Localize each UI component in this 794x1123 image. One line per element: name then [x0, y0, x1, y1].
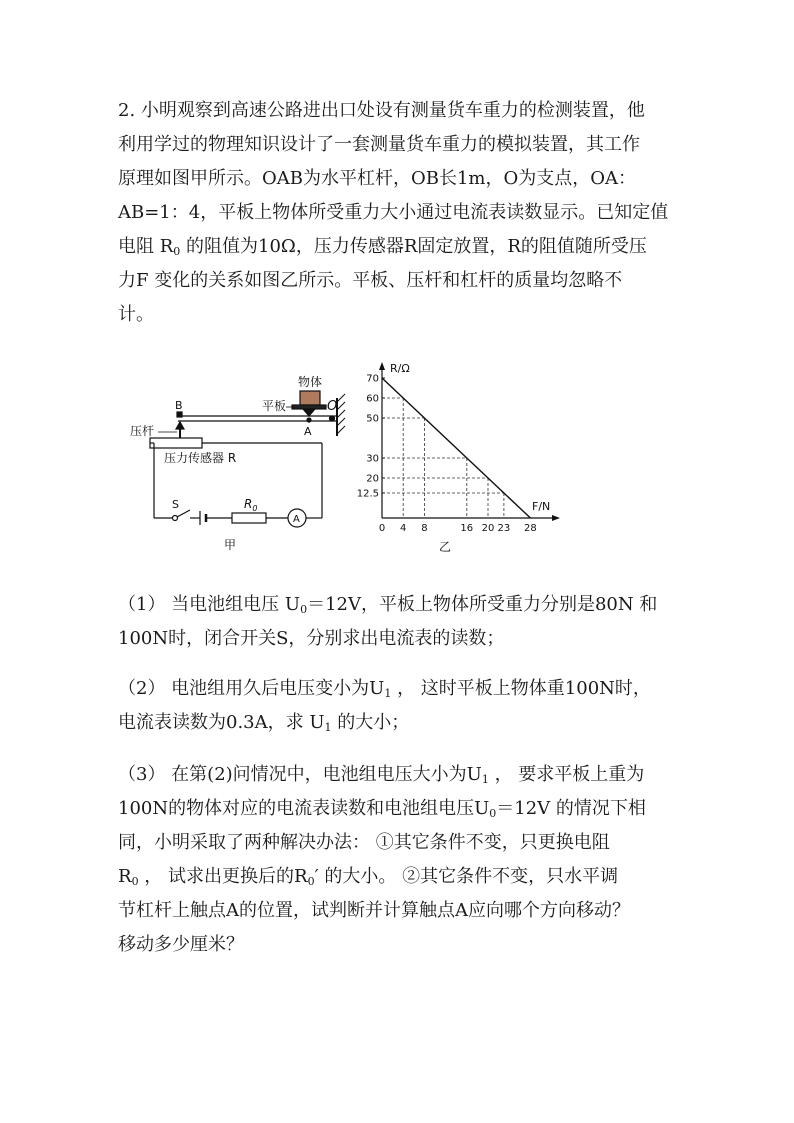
sensor-label: 压力传感器 R [164, 451, 237, 465]
question-line: 100N的物体对应的电流表读数和电池组电压$U_0=12V$ 的情况下相 [118, 798, 646, 820]
intro-line: 计。 [118, 304, 154, 325]
question-line: 电流表读数为0.3A，求 $U_1$ 的大小； [118, 712, 410, 734]
contact-a [303, 409, 315, 416]
intro-line: 力F 变化的关系如图乙所示。平板、压杆和杠杆的质量均忽略不 [118, 270, 623, 291]
figure [120, 360, 580, 560]
x-tick-label: 0 [378, 523, 386, 534]
y-tick-label: 70 [366, 373, 379, 385]
x-tick-label: 20 [481, 523, 495, 534]
caption-jia: 甲 [224, 538, 237, 552]
question-line: $R_0$ ， 试求出更换后的$R_0'$ 的大小。 ②其它条件不变，只水平调 [118, 866, 619, 888]
y-axis-arrow [379, 362, 385, 370]
problem-intro [118, 94, 688, 332]
y-tick-label: 12.5 [356, 488, 379, 500]
point-b-marker [177, 412, 182, 417]
point-a-label: A [304, 425, 312, 438]
y-tick-label: 50 [366, 413, 379, 425]
point-o-label: O [327, 399, 338, 414]
ammeter-label: A [293, 514, 300, 525]
point-b-label: B [175, 399, 183, 412]
x-tick-label: 8 [421, 523, 428, 534]
y-tick-label: 60 [366, 393, 379, 405]
object-block [300, 391, 320, 405]
x-axis-arrow [552, 515, 560, 521]
question-line: 同，小明采取了两种解决办法： ①其它条件不变，只更换电阻 [118, 832, 610, 853]
x-tick-label: 23 [497, 523, 511, 534]
question-line: （2） 电池组用久后电压变小为$U_1$ ， 这时平板上物体重100N时， [118, 678, 651, 700]
resistor-r0 [232, 513, 266, 523]
y-tick-label: 20 [366, 473, 379, 485]
pressure-sensor [150, 438, 202, 448]
point-a-dot [307, 418, 311, 422]
intro-line: AB=1：4，平板上物体所受重力大小通过电流表读数显示。已知定值 [118, 202, 669, 223]
switch-blade [177, 510, 190, 517]
plate-label: 平板 [262, 399, 287, 413]
intro-line: 利用学过的物理知识设计了一套测量货车重力的模拟装置，其工作 [118, 134, 640, 155]
rod-arrow [176, 422, 184, 429]
question-line: （1） 当电池组电压 $U_0=12V$，平板上物体所受重力分别是80N 和 [118, 594, 658, 616]
question-line: 移动多少厘米？ [118, 934, 244, 955]
switch-label: S [172, 498, 179, 511]
wall-hatch [337, 394, 345, 434]
y-axis-label: R/Ω [390, 362, 410, 375]
pivot-o [330, 416, 335, 421]
rod-label: 压杆 [130, 424, 155, 438]
object-label: 物体 [298, 375, 323, 389]
question-3 [118, 758, 688, 962]
intro-line: 电阻 $R_0$ 的阻值为10Ω，压力传感器R固定放置，R的阻值随所受压 [118, 236, 647, 258]
x-tick-label: 28 [524, 523, 537, 534]
x-axis-label: F/N [532, 500, 551, 513]
intro-line: 原理如图甲所示。OAB为水平杠杆，OB长1m，O为支点，OA： [118, 168, 636, 189]
x-tick-label: 16 [460, 523, 474, 534]
intro-line: 2. 小明观察到高速公路进出口处设有测量货车重力的检测装置，他 [118, 100, 645, 121]
resistor-label: $R_0$ [244, 497, 258, 513]
x-tick-label: 4 [400, 523, 407, 534]
plate [292, 405, 326, 409]
question-line: （3） 在第(2)问情况中，电池组电压大小为$U_1$ ， 要求平板上重为 [118, 764, 645, 786]
switch-contact [173, 516, 178, 521]
question-line: 100N时，闭合开关S，分别求出电流表的读数； [118, 628, 505, 649]
y-tick-label: 30 [366, 453, 379, 465]
question-1 [118, 588, 688, 656]
figure-yi-chart [357, 362, 560, 554]
caption-yi: 乙 [439, 540, 452, 554]
question-2 [118, 672, 688, 740]
question-line: 节杠杆上触点A的位置，试判断并计算触点A应向哪个方向移动？ [118, 900, 630, 921]
series-line [382, 378, 530, 518]
